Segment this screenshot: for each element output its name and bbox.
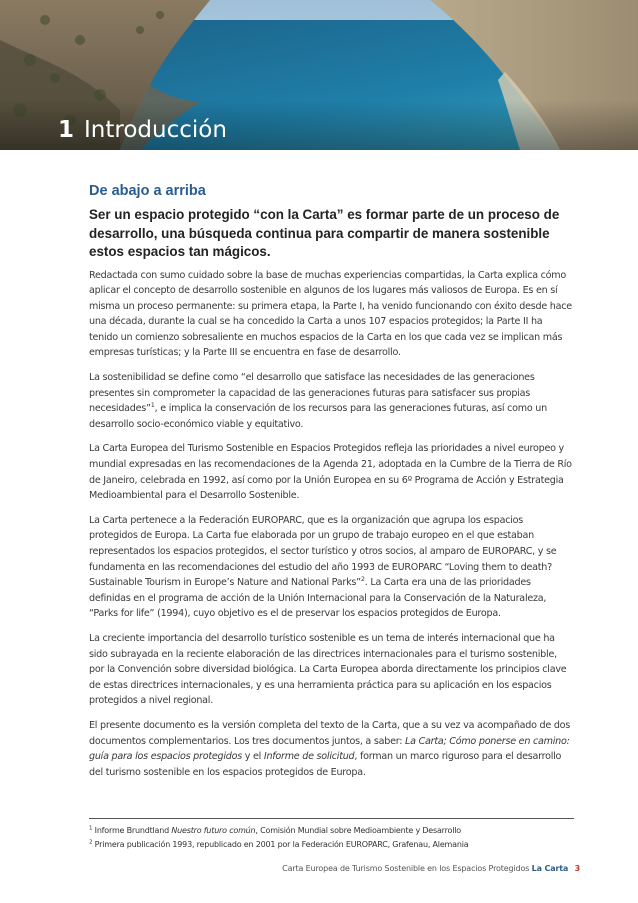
- footnote-1: [89, 824, 574, 838]
- paragraph-4-text-b: . La Carta era una de las prioridades definidas en el programa de acción de la Unión Internacional para la Conservación de la Naturaleza, “Parks for life” (1994), cuyo objetivo es el de preservar los espacios protegidos de Europa.: [89, 577, 547, 620]
- footer-brand: La Carta: [531, 864, 569, 873]
- footnote-ref-2: 2: [360, 575, 365, 583]
- footnote-2: [89, 838, 574, 852]
- footnote-2-number: 2: [89, 838, 93, 845]
- paragraph-6-italic-2: Informe de solicitud: [263, 751, 355, 763]
- footnote-1-number: 1: [89, 825, 93, 832]
- footnote-1-text-b: , Comisión Mundial sobre Medioambiente y Desarrollo: [255, 826, 461, 835]
- paragraph-2-text-b: , e implica la conservación de los recursos para las generaciones futuras, así como un desarrollo socio-económico viable y equitativo.: [89, 403, 547, 430]
- paragraph-4: [89, 513, 574, 622]
- footnote-1-italic: Nuestro futuro común: [171, 826, 256, 835]
- footer-text: Carta Europea de Turismo Sostenible en los Espacios Protegidos: [282, 864, 530, 873]
- page-footer: [282, 864, 580, 873]
- paragraph-3: La Carta Europea del Turismo Sostenible en Espacios Protegidos refleja las prioridades a nivel europeo y mundial expresadas en las recomendaciones de la Agenda 21, adoptada en la Cumbre de la Tierra de Río de Janeiro, celebrada en 1992, así como por la Unión Europea en su 6º Programa de Acción y Estrategia Medioambiental para el Desarrollo Sostenible.: [89, 443, 572, 502]
- paragraph-6-text-c: , forman un marco riguroso para el desarrollo del turismo sostenible en los espacios protegidos de Europa.: [89, 751, 562, 778]
- paragraph-5: La creciente importancia del desarrollo turístico sostenible es un tema de interés internacional que ha sido subrayada en la reciente elaboración de las directrices internacionales para el turismo sostenible, por la Convención sobre diversidad biológica. La Carta Europea aborda directamente los principios clave de estas directrices internacionales, y es una herramienta práctica para su aplicación en los espacios protegidos a nivel regional.: [89, 632, 567, 707]
- footnote-divider: [89, 818, 574, 819]
- paragraph-1: Redactada con sumo cuidado sobre la base de muchas experiencias compartidas, la Carta explica cómo aplicar el concepto de desarrollo sostenible en algunos de los lugares más valiosos de Europa. Es en sí misma un proceso permanente: su primera etapa, la Parte I, ha venido funcionando con éxito desde hace una década, durante la cual se ha concedido la Carta a unos 107 espacios protegidos; la Parte II ha tenido un comienzo sobresaliente en muchos espacios de la Carta en los que cada vez se implican más empresas turísticas; y la Parte III se encuentra en fase de desarrollo.: [89, 269, 572, 359]
- chapter-title: Introducción: [84, 117, 227, 143]
- paragraph-6: [89, 718, 574, 780]
- paragraph-4-text-a: La Carta pertenece a la Federación EUROPARC, que es la organización que agrupa los espacios protegidos de Europa. La Carta fue elaborada por un grupo de trabajo europeo en el que estaban representados los espacios protegidos, el sector turístico y otros socios, al amparo de EUROPARC, y se fundamenta en las recomendaciones del estudio del año 1993 de EUROPARC “Loving them to death? Sustainable Tourism in Europe’s Nature and National Parks”: [89, 514, 557, 589]
- footnote-1-text-a: Informe Brundtland: [94, 826, 172, 835]
- paragraph-6-italic-1: La Carta; Cómo ponerse en camino: guía para los espacios protegidos: [89, 735, 570, 763]
- footnote-2-text: Primera publicación 1993, republicado en 2001 por la Federación EUROPARC, Grafenau, Alemania: [94, 839, 469, 849]
- lead-paragraph: Ser un espacio protegido “con la Carta” es formar parte de un proceso de desarrollo, una búsqueda continua para compartir de manera sostenible estos espacios tan mágicos.: [89, 207, 560, 259]
- footnote-ref-1: 1: [150, 401, 155, 410]
- paragraph-2: [89, 370, 574, 432]
- section-title: De abajo a arriba: [89, 183, 206, 199]
- main-content: [89, 183, 574, 789]
- footnotes: [89, 824, 574, 851]
- chapter-heading: [58, 113, 227, 147]
- paragraph-6-text-b: y el: [241, 751, 264, 763]
- chapter-number: 1: [58, 117, 75, 143]
- page-number: 3: [574, 864, 580, 873]
- paragraph-6-text-a: El presente documento es la versión completa del texto de la Carta, que a su vez va acompañado de dos documentos complementarios. Los tres documentos juntos, a saber:: [89, 719, 571, 747]
- paragraph-2-text-a: La sostenibilidad se define como “el desarrollo que satisface las necesidades de las generaciones presentes sin comprometer la capacidad de las generaciones futuras para satisfacer sus propias necesidades”: [89, 372, 535, 415]
